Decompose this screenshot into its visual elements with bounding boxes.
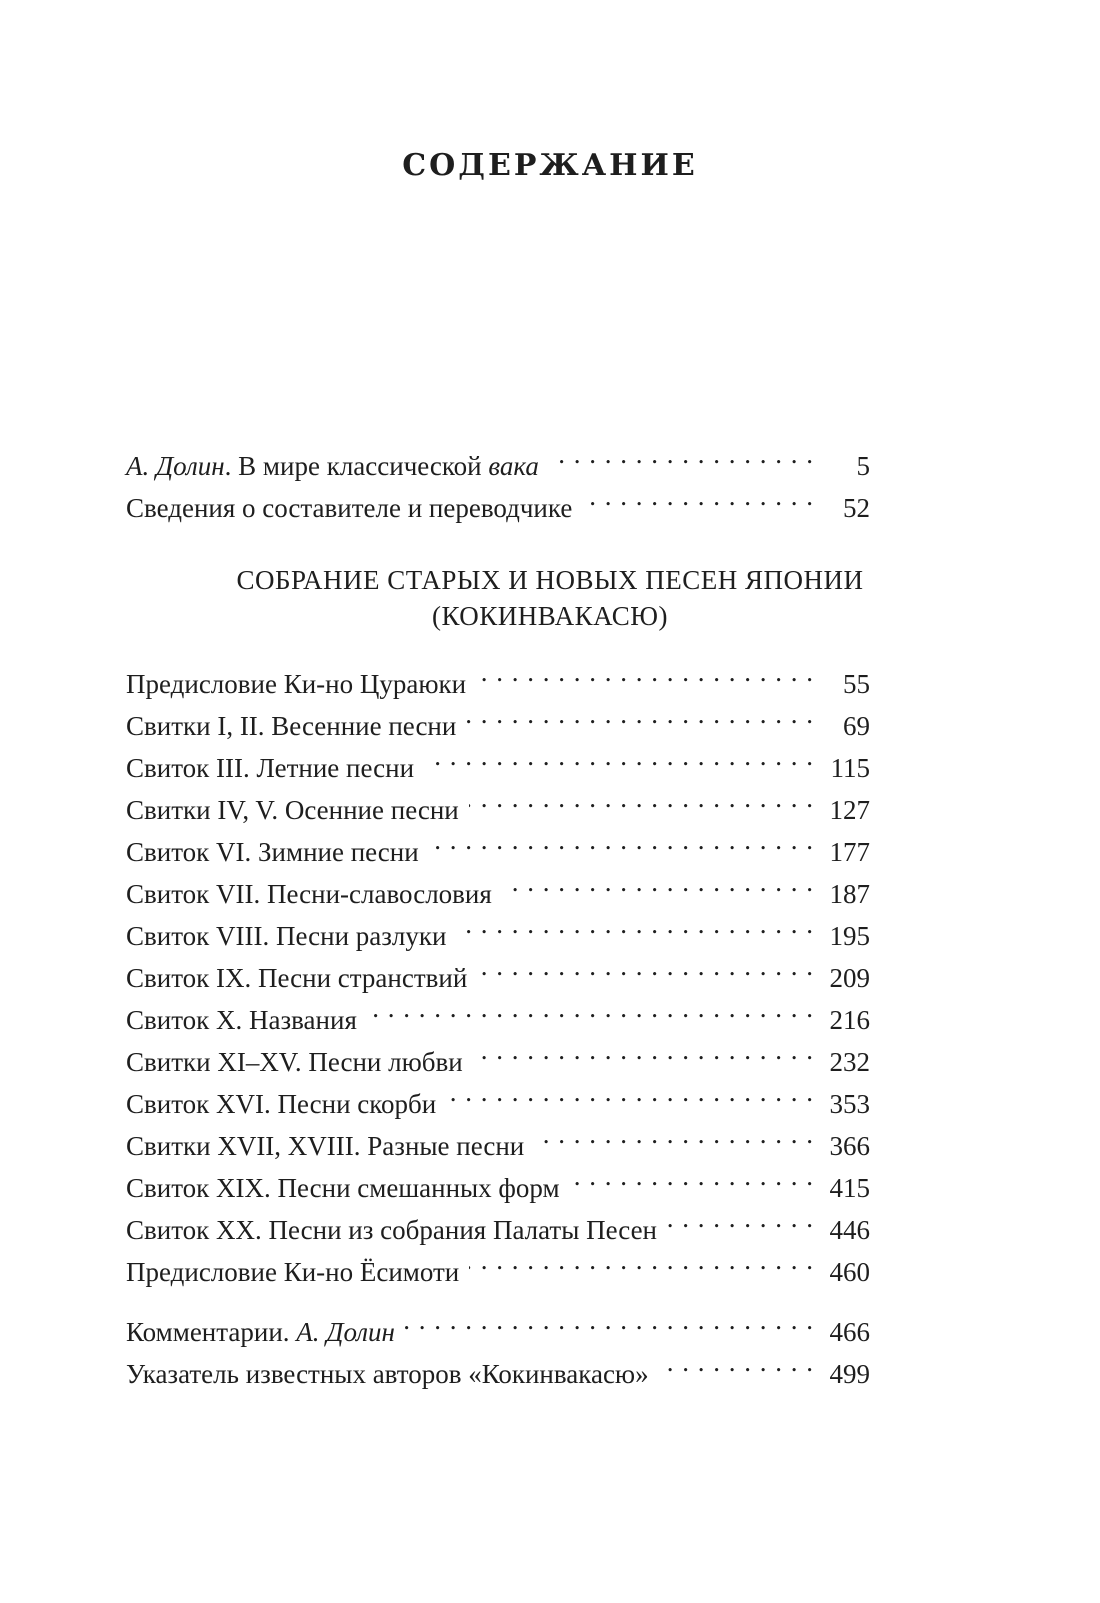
dot-leader [367, 987, 814, 1029]
toc-entry-author: А. Долин [296, 1317, 395, 1347]
toc-entry-separator: . [224, 451, 239, 481]
toc-entry-page: 499 [829, 1359, 870, 1389]
dot-leader [466, 693, 814, 735]
toc-entry-title: Свиток VII. Песни-славословия [126, 879, 492, 909]
toc-entry-page: 127 [829, 795, 870, 825]
dot-leader [534, 1113, 814, 1155]
dot-leader [582, 475, 814, 517]
dot-leader [570, 1155, 814, 1197]
dot-leader [424, 735, 814, 777]
toc-entry-title: Сведения о составителе и переводчике [126, 493, 573, 523]
toc-entry-title: Свиток III. Летние песни [126, 753, 415, 783]
toc-section-entries [126, 651, 870, 1287]
toc-entry-title: Указатель известных авторов «Кокинвакасю» [126, 1359, 649, 1389]
toc-entry-page: 466 [829, 1317, 870, 1347]
toc-entry-title: Свиток VI. Зимние песни [126, 837, 419, 867]
dot-leader [477, 945, 814, 987]
toc-entry-title-italic: вака [488, 451, 539, 481]
toc-entry-title-text: Комментарии. [126, 1317, 297, 1347]
toc-entry-page: 5 [856, 451, 870, 481]
toc-back-matter [126, 1299, 870, 1389]
toc-entry-title [126, 1311, 395, 1353]
dot-leader [667, 1197, 814, 1239]
toc-entry-title: Свитки XI–XV. Песни любви [126, 1047, 463, 1077]
toc-entry[interactable] [126, 433, 870, 481]
toc-entry-title: Свитки I, II. Весенние песни [126, 711, 457, 741]
toc-entry-title-text: В мире классической [238, 451, 489, 481]
dot-leader [473, 1029, 814, 1071]
toc-entry-page: 353 [829, 1089, 870, 1119]
section-heading [0, 562, 1100, 634]
toc-entry-page: 69 [843, 711, 870, 741]
toc-entry-page: 460 [829, 1257, 870, 1287]
section-heading-subtitle: (КОКИНВАКАСЮ) [431, 601, 669, 631]
toc-entry-page: 115 [830, 753, 870, 783]
toc-entry-page: 55 [843, 669, 870, 699]
dot-leader [549, 433, 814, 475]
toc-entry[interactable] [126, 651, 870, 699]
toc-entry-page: 446 [829, 1215, 870, 1245]
page-title: СОДЕРЖАНИЕ [402, 148, 698, 183]
toc-entry[interactable] [126, 1299, 870, 1347]
toc-entry-page: 216 [829, 1005, 870, 1035]
toc-entry-page: 232 [829, 1047, 870, 1077]
toc-entry-page: 187 [829, 879, 870, 909]
toc-entry-page: 209 [829, 963, 870, 993]
toc-entry-title: Свитки XVII, XVIII. Разные песни [126, 1131, 525, 1161]
toc-entry-title: Свиток X. Названия [126, 1005, 357, 1035]
toc-entry-title: Свиток IX. Песни странствий [126, 963, 468, 993]
toc-entry-page: 52 [843, 493, 870, 523]
toc-entry-title: Свиток VIII. Песни разлуки [126, 921, 447, 951]
dot-leader [405, 1299, 814, 1341]
toc-front-matter [126, 433, 870, 523]
dot-leader [429, 819, 814, 861]
dot-leader [659, 1341, 814, 1383]
dot-leader [502, 861, 814, 903]
dot-leader [456, 903, 814, 945]
dot-leader [469, 1239, 814, 1281]
toc-entry-page: 195 [829, 921, 870, 951]
toc-entry-author: А. Долин [126, 451, 225, 481]
dot-leader [446, 1071, 814, 1113]
toc-entry-title: Свиток XVI. Песни скорби [126, 1089, 437, 1119]
toc-entry-page: 415 [829, 1173, 870, 1203]
dot-leader [469, 777, 814, 819]
toc-entry-title: Свиток XX. Песни из собрания Палаты Песен [126, 1215, 658, 1245]
toc-entry-page: 177 [829, 837, 870, 867]
toc-entry-title: Предисловие Ки-но Цураюки [126, 669, 467, 699]
toc-entry-title [126, 445, 539, 487]
dot-leader [476, 651, 814, 693]
section-heading-line: СОБРАНИЕ СТАРЫХ И НОВЫХ ПЕСЕН ЯПОНИИ [236, 565, 864, 595]
toc-entry-title: Свиток XIX. Песни смешанных форм [126, 1173, 560, 1203]
toc-entry-title: Свитки IV, V. Осенние песни [126, 795, 459, 825]
toc-entry-page: 366 [829, 1131, 870, 1161]
toc-entry-title: Предисловие Ки-но Ёсимоти [126, 1257, 460, 1287]
